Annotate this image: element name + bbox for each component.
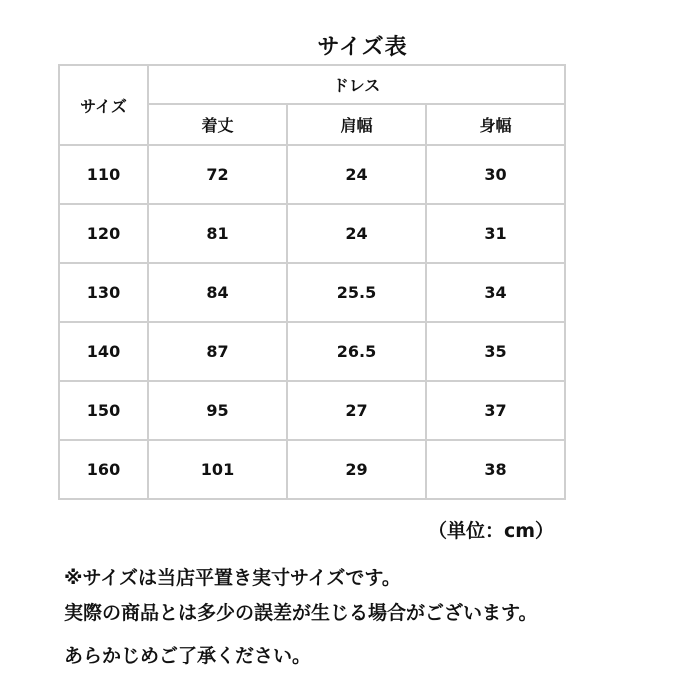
value-cell: 35 (426, 322, 565, 381)
table-row (59, 204, 565, 263)
value-cell: 24 (287, 145, 426, 204)
value-cell: 95 (148, 381, 287, 440)
value-cell: 26.5 (287, 322, 426, 381)
value-cell: 30 (426, 145, 565, 204)
value-cell: 72 (148, 145, 287, 204)
size-cell: 140 (59, 322, 148, 381)
table-row (59, 440, 565, 499)
size-header-cell: サイズ (59, 65, 148, 145)
column-header-length: 着丈 (148, 104, 287, 145)
size-cell: 150 (59, 381, 148, 440)
table-row (59, 322, 565, 381)
size-cell: 160 (59, 440, 148, 499)
value-cell: 37 (426, 381, 565, 440)
value-cell: 25.5 (287, 263, 426, 322)
value-cell: 81 (148, 204, 287, 263)
unit-note: （単位：cm） (428, 520, 555, 542)
note-line-2: 実際の商品とは多少の誤差が生じる場合がございます。 (64, 602, 538, 624)
size-cell: 110 (59, 145, 148, 204)
note-line-3: あらかじめご了承ください。 (64, 645, 312, 667)
value-cell: 29 (287, 440, 426, 499)
value-cell: 38 (426, 440, 565, 499)
column-header-width: 身幅 (426, 104, 565, 145)
value-cell: 87 (148, 322, 287, 381)
table-row (59, 263, 565, 322)
page-title: サイズ表 (317, 35, 408, 60)
group-header-cell: ドレス (148, 65, 565, 104)
value-cell: 34 (426, 263, 565, 322)
table-row (59, 145, 565, 204)
table-header-row (59, 65, 565, 104)
size-cell: 120 (59, 204, 148, 263)
note-line-1: ※サイズは当店平置き実寸サイズです。 (64, 567, 401, 589)
size-cell: 130 (59, 263, 148, 322)
size-table (58, 64, 566, 500)
value-cell: 27 (287, 381, 426, 440)
value-cell: 84 (148, 263, 287, 322)
value-cell: 101 (148, 440, 287, 499)
column-header-shoulder: 肩幅 (287, 104, 426, 145)
value-cell: 24 (287, 204, 426, 263)
table-row (59, 381, 565, 440)
value-cell: 31 (426, 204, 565, 263)
